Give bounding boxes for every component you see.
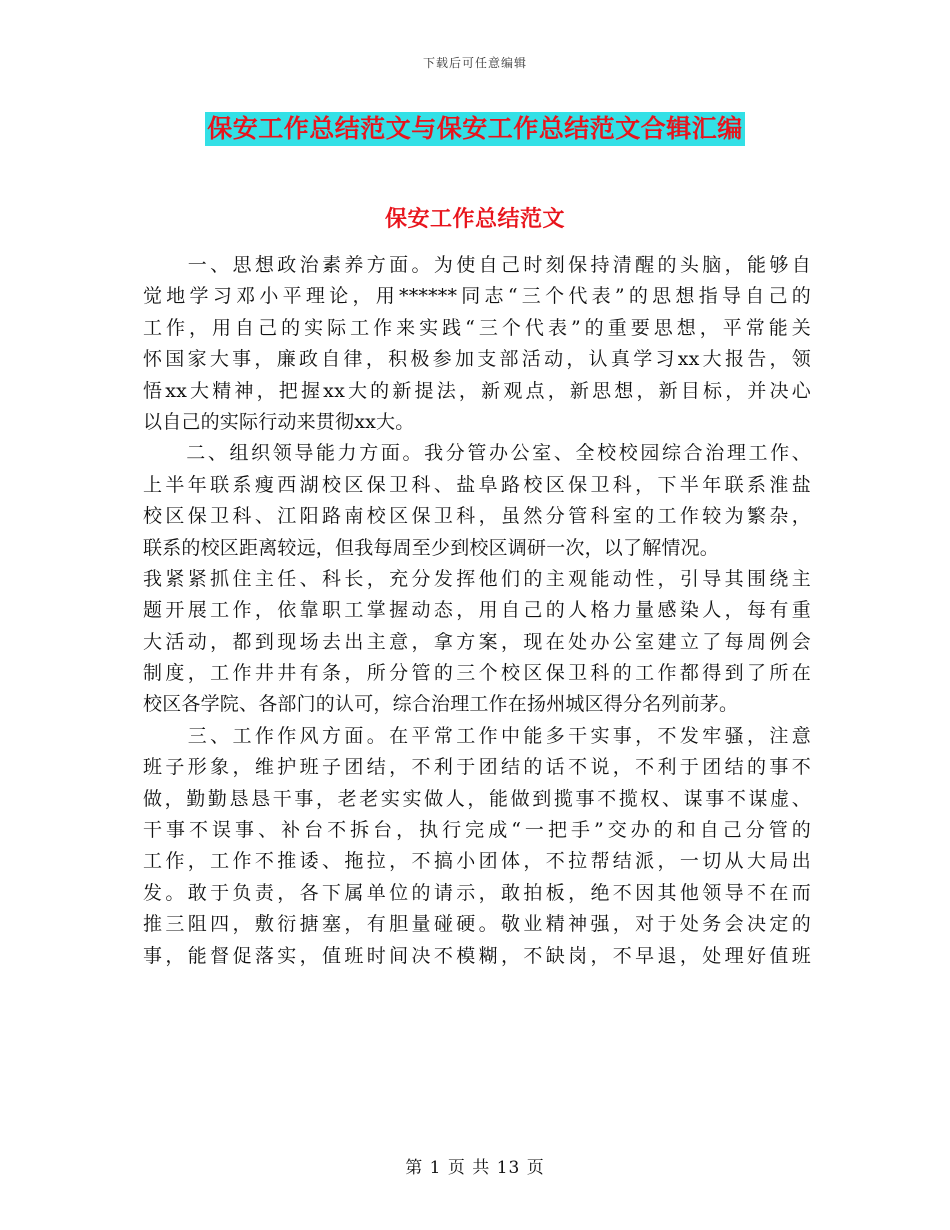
text-line: 悟xx大精神，把握xx大的新提法，新观点，新思想，新目标，并决心 xyxy=(143,379,811,402)
text-line: 二、组织领导能力方面。我分管办公室、全校校园综合治理工作、 xyxy=(143,442,811,465)
text-line: 干事不误事、补台不拆台，执行完成“一把手”交办的和自己分管的 xyxy=(143,819,811,842)
text-line: 制度，工作井井有条，所分管的三个校区保卫科的工作都得到了所在 xyxy=(143,662,811,685)
text-line: 怀国家大事，廉政自律，积极参加支部活动，认真学习xx大报告，领 xyxy=(143,348,811,371)
document-title-wrap xyxy=(0,112,950,146)
text-line: 事，能督促落实，值班时间决不模糊，不缺岗，不早退，处理好值班 xyxy=(143,944,811,967)
document-title: 保安工作总结范文与保安工作总结范文合辑汇编 xyxy=(205,112,745,146)
text-line: 题开展工作，依靠职工掌握动态，用自己的人格力量感染人，每有重 xyxy=(143,599,811,622)
text-line: 联系的校区距离较远，但我每周至少到校区调研一次，以了解情况。 xyxy=(143,536,720,559)
text-line: 以自己的实际行动来贯彻xx大。 xyxy=(143,410,415,433)
section-title: 保安工作总结范文 xyxy=(384,207,565,232)
text-line: 校区保卫科、江阳路南校区保卫科，虽然分管科室的工作较为繁杂， xyxy=(143,505,811,528)
header-note: 下载后可任意编辑 xyxy=(422,56,527,70)
text-line: 做，勤勤恳恳干事，老老实实做人，能做到揽事不揽权、谋事不谋虚、 xyxy=(143,787,811,810)
text-line: 上半年联系瘦西湖校区保卫科、盐阜路校区保卫科，下半年联系淮盐 xyxy=(143,473,811,496)
text-line: 发。敢于负责，各下属单位的请示，敢拍板，绝不因其他领导不在而 xyxy=(143,881,811,904)
text-line: 大活动，都到现场去出主意，拿方案，现在处办公室建立了每周例会 xyxy=(143,630,811,653)
text-line: 班子形象，维护班子团结，不利于团结的话不说，不利于团结的事不 xyxy=(143,756,811,779)
page-footer: 第 1 页 共 13 页 xyxy=(405,1158,545,1178)
text-line: 觉地学习邓小平理论，用******同志“三个代表”的思想指导自己的 xyxy=(143,285,811,308)
text-line: 一、思想政治素养方面。为使自己时刻保持清醒的头脑，能够自 xyxy=(143,254,811,276)
text-line: 工作，用自己的实际工作来实践“三个代表”的重要思想，平常能关 xyxy=(143,316,811,339)
text-line: 工作，工作不推诿、拖拉，不搞小团体，不拉帮结派，一切从大局出 xyxy=(143,850,811,873)
text-line: 三、工作作风方面。在平常工作中能多干实事，不发牢骚，注意 xyxy=(143,724,811,747)
body-text xyxy=(143,250,811,972)
text-line: 校区各学院、各部门的认可，综合治理工作在扬州城区得分名列前茅。 xyxy=(143,693,739,716)
text-line: 推三阻四，敷衍搪塞，有胆量碰硬。敬业精神强，对于处务会决定的 xyxy=(143,913,811,936)
text-line: 我紧紧抓住主任、科长，充分发挥他们的主观能动性，引导其围绕主 xyxy=(143,567,811,590)
